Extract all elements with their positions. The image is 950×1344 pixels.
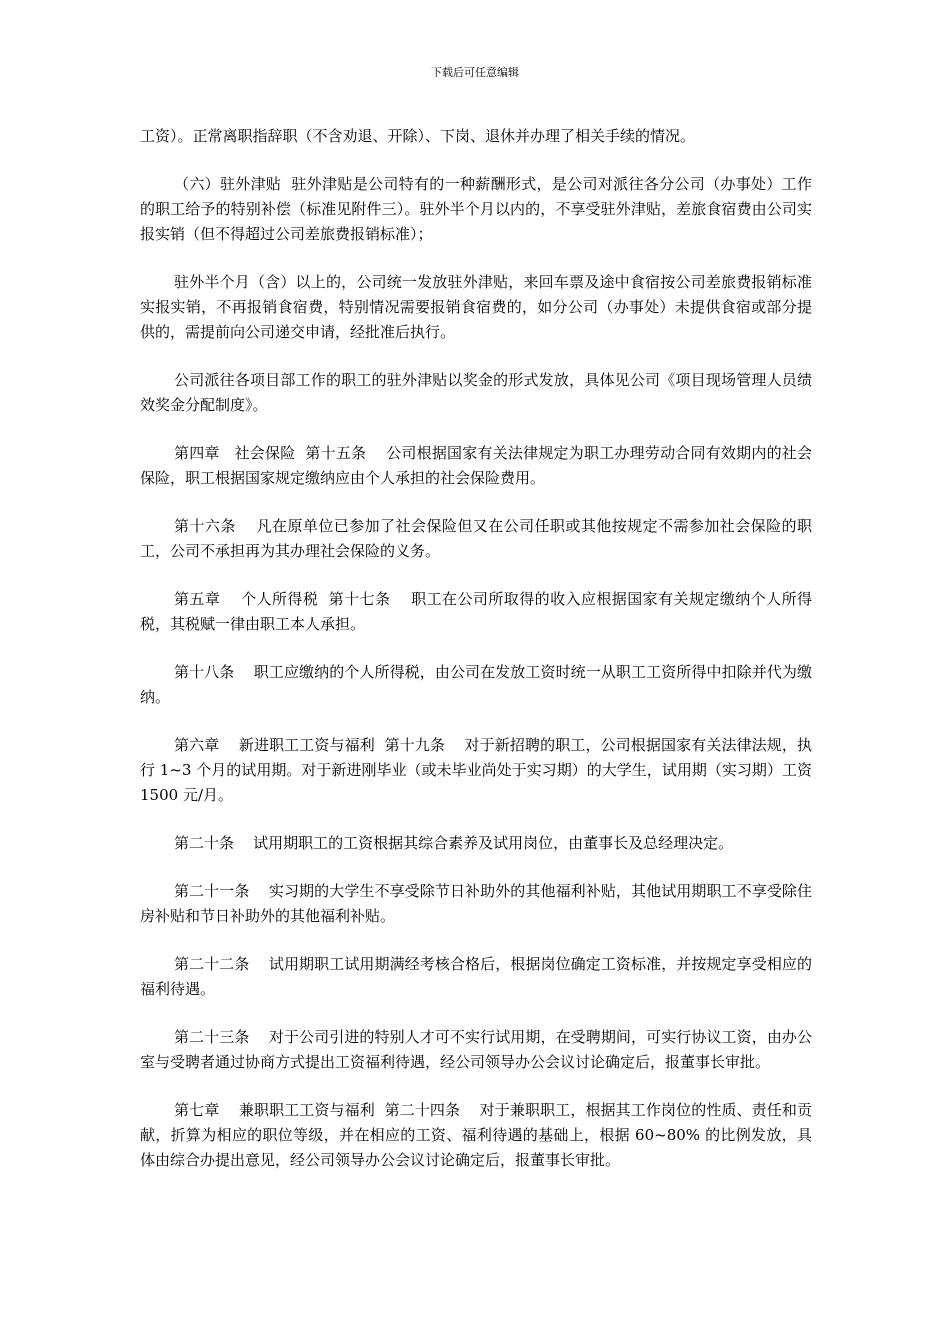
page-header: 下载后可任意编辑 [431, 66, 519, 79]
paragraph: 第六章 新进职工工资与福利 第十九条 对于新招聘的职工，公司根据国家有关法律法规，执行 1~3 个月的试用期。对于新进刚毕业（或未毕业尚处于实习期）的大学生，试用期（实习期）工资 1500 元/月。 [140, 736, 817, 804]
paragraph: 第二十三条 对于公司引进的特别人才可不实行试用期，在受聘期间，可实行协议工资，由办公室与受聘者通过协商方式提出工资福利待遇，经公司领导办公会议讨论确定后，报董事长审批。 [140, 1028, 812, 1071]
paragraph: 第十八条 职工应缴纳的个人所得税，由公司在发放工资时统一从职工工资所得中扣除并代为缴纳。 [140, 663, 812, 706]
paragraph: 驻外半个月（含）以上的，公司统一发放驻外津贴，来回车票及途中食宿按公司差旅费报销标准实报实销，不再报销食宿费，特别情况需要报销食宿费的，如分公司（办事处）未提供食宿或部分提供的，需提前向公司递交申请，经批准后执行。 [140, 273, 812, 341]
document-body [140, 124, 817, 1196]
paragraph: （六）驻外津贴 驻外津贴是公司特有的一种薪酬形式，是公司对派往各分公司（办事处）工作的职工给予的特别补偿（标准见附件三）。驻外半个月以内的，不享受驻外津贴，差旅食宿费由公司实报实销（但不得超过公司差旅费报销标准）； [140, 175, 812, 243]
paragraph: 公司派往各项目部工作的职工的驻外津贴以奖金的形式发放，具体见公司《项目现场管理人员绩效奖金分配制度》。 [140, 371, 812, 414]
paragraph: 第五章 个人所得税 第十七条 职工在公司所取得的收入应根据国家有关规定缴纳个人所得税，其税赋一律由职工本人承担。 [140, 590, 812, 633]
paragraph: 第二十条 试用期职工的工资根据其综合素养及试用岗位，由董事长及总经理决定。 [174, 834, 734, 852]
paragraph: 第七章 兼职职工工资与福利 第二十四条 对于兼职职工，根据其工作岗位的性质、责任和贡献，折算为相应的职位等级，并在相应的工资、福利待遇的基础上，根据 60~80% 的比例发放，具体由综合办提出意见，经公司领导办公会议讨论确定后，报董事长审批。 [140, 1101, 812, 1169]
paragraph: 工资）。正常离职指辞职（不含劝退、开除）、下岗、退休并办理了相关手续的情况。 [140, 127, 696, 145]
paragraph: 第十六条 凡在原单位已参加了社会保险但又在公司任职或其他按规定不需参加社会保险的职工，公司不承担再为其办理社会保险的义务。 [140, 517, 812, 560]
paragraph: 第二十一条 实习期的大学生不享受除节日补助外的其他福利补贴，其他试用期职工不享受除住房补贴和节日补助外的其他福利补贴。 [140, 882, 812, 925]
paragraph: 第二十二条 试用期职工试用期满经考核合格后，根据岗位确定工资标准，并按规定享受相应的福利待遇。 [140, 955, 812, 998]
paragraph: 第四章 社会保险 第十五条 公司根据国家有关法律规定为职工办理劳动合同有效期内的社会保险，职工根据国家规定缴纳应由个人承担的社会保险费用。 [140, 444, 812, 487]
